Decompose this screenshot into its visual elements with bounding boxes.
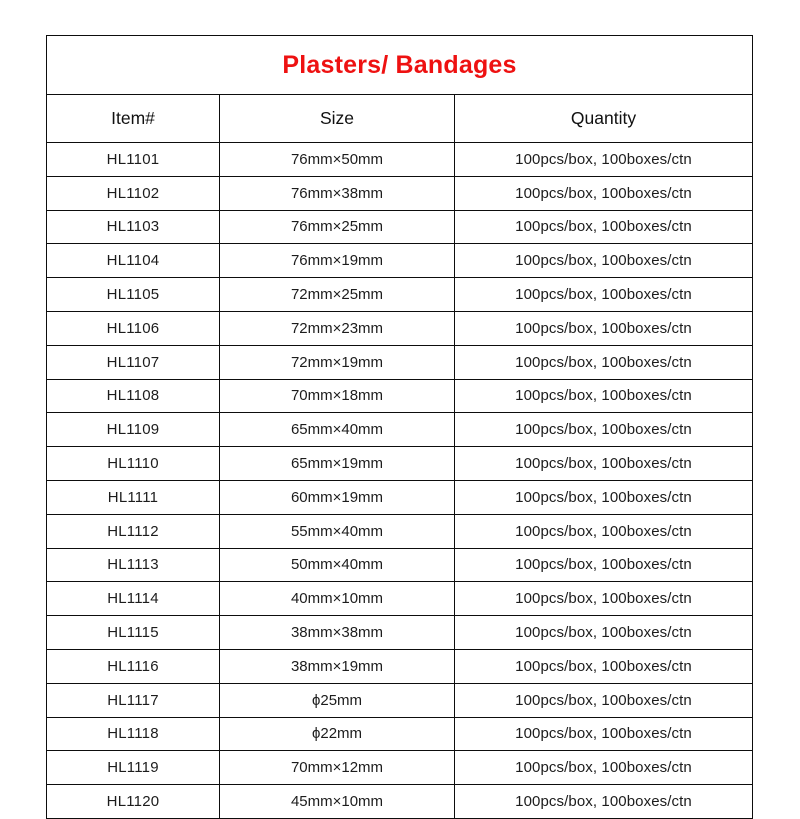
- cell-quantity-label: 100pcs/box, 100boxes/ctn: [515, 184, 692, 202]
- cell-size-label: ϕ25mm: [311, 691, 363, 709]
- table-row: [47, 143, 753, 177]
- column-header-size-label: Size: [319, 107, 355, 128]
- cell-quantity: [455, 447, 753, 481]
- cell-size: [220, 514, 455, 548]
- cell-quantity: [455, 717, 753, 751]
- table-title-row: [47, 36, 753, 95]
- column-header-quantity-label: Quantity: [570, 107, 637, 128]
- column-header-quantity: [455, 95, 753, 143]
- cell-size: [220, 278, 455, 312]
- cell-item-number-label: HL1114: [107, 590, 159, 608]
- cell-item-number-label: HL1119: [107, 759, 159, 777]
- cell-size-label: 76mm×19mm: [290, 252, 384, 270]
- cell-size-label: 70mm×18mm: [290, 387, 384, 405]
- cell-quantity: [455, 210, 753, 244]
- cell-size: [220, 143, 455, 177]
- column-header-item: [47, 95, 220, 143]
- cell-item-number: [47, 345, 220, 379]
- cell-quantity-label: 100pcs/box, 100boxes/ctn: [515, 590, 692, 608]
- cell-item-number-label: HL1104: [106, 252, 160, 270]
- cell-item-number: [47, 413, 220, 447]
- cell-item-number: [47, 751, 220, 785]
- cell-item-number: [47, 717, 220, 751]
- cell-item-number-label: HL1112: [107, 522, 159, 540]
- table-row: [47, 278, 753, 312]
- cell-size: [220, 548, 455, 582]
- cell-quantity-label: 100pcs/box, 100boxes/ctn: [515, 691, 692, 709]
- cell-size: [220, 683, 455, 717]
- cell-size-label: 40mm×10mm: [290, 590, 384, 608]
- table-row: [47, 176, 753, 210]
- table-row: [47, 244, 753, 278]
- cell-size-label: 45mm×10mm: [290, 793, 384, 811]
- cell-item-number: [47, 582, 220, 616]
- cell-size: [220, 582, 455, 616]
- cell-item-number-label: HL1108: [106, 387, 160, 405]
- page-title: Plasters/ Bandages: [282, 50, 517, 79]
- table-row: [47, 649, 753, 683]
- cell-size: [220, 616, 455, 650]
- cell-quantity-label: 100pcs/box, 100boxes/ctn: [515, 286, 692, 304]
- cell-quantity-label: 100pcs/box, 100boxes/ctn: [515, 150, 692, 168]
- cell-quantity-label: 100pcs/box, 100boxes/ctn: [515, 488, 692, 506]
- table-row: [47, 413, 753, 447]
- cell-quantity: [455, 143, 753, 177]
- cell-size-label: 60mm×19mm: [290, 488, 384, 506]
- cell-quantity: [455, 311, 753, 345]
- cell-quantity: [455, 379, 753, 413]
- cell-size: [220, 785, 455, 819]
- cell-size-label: 38mm×19mm: [290, 657, 384, 675]
- cell-item-number: [47, 447, 220, 481]
- cell-quantity: [455, 649, 753, 683]
- cell-item-number: [47, 683, 220, 717]
- cell-quantity-label: 100pcs/box, 100boxes/ctn: [515, 759, 692, 777]
- cell-item-number-label: HL1107: [106, 353, 160, 371]
- cell-size-label: 38mm×38mm: [290, 624, 384, 642]
- cell-item-number-label: HL1110: [107, 455, 159, 473]
- cell-item-number-label: HL1102: [106, 184, 160, 202]
- cell-quantity: [455, 514, 753, 548]
- cell-size-label: 65mm×40mm: [290, 421, 384, 439]
- column-header-size: [220, 95, 455, 143]
- cell-quantity: [455, 480, 753, 514]
- table-row: [47, 311, 753, 345]
- cell-item-number: [47, 210, 220, 244]
- cell-quantity-label: 100pcs/box, 100boxes/ctn: [515, 252, 692, 270]
- cell-size: [220, 751, 455, 785]
- cell-item-number-label: HL1120: [106, 793, 160, 811]
- cell-quantity-label: 100pcs/box, 100boxes/ctn: [515, 421, 692, 439]
- cell-size: [220, 210, 455, 244]
- table-row: [47, 548, 753, 582]
- table-row: [47, 717, 753, 751]
- cell-item-number: [47, 514, 220, 548]
- cell-item-number-label: HL1101: [106, 150, 160, 168]
- cell-quantity-label: 100pcs/box, 100boxes/ctn: [515, 455, 692, 473]
- cell-item-number: [47, 785, 220, 819]
- cell-size-label: 76mm×25mm: [290, 218, 384, 236]
- table-row: [47, 480, 753, 514]
- table-row: [47, 785, 753, 819]
- cell-size: [220, 379, 455, 413]
- cell-item-number: [47, 278, 220, 312]
- cell-size: [220, 345, 455, 379]
- cell-quantity: [455, 616, 753, 650]
- cell-size: [220, 413, 455, 447]
- cell-item-number: [47, 480, 220, 514]
- cell-quantity: [455, 345, 753, 379]
- table-title-cell: [47, 36, 753, 95]
- cell-quantity-label: 100pcs/box, 100boxes/ctn: [515, 556, 692, 574]
- cell-size: [220, 176, 455, 210]
- cell-quantity: [455, 176, 753, 210]
- cell-size-label: 72mm×25mm: [290, 286, 384, 304]
- cell-item-number: [47, 379, 220, 413]
- cell-item-number: [47, 311, 220, 345]
- column-header-item-label: Item#: [111, 107, 155, 128]
- cell-size-label: 50mm×40mm: [290, 556, 384, 574]
- table-header-row: [47, 95, 753, 143]
- cell-quantity: [455, 751, 753, 785]
- cell-item-number-label: HL1103: [106, 218, 160, 236]
- table-row: [47, 616, 753, 650]
- table-row: [47, 514, 753, 548]
- cell-size-label: 76mm×50mm: [290, 150, 384, 168]
- cell-quantity-label: 100pcs/box, 100boxes/ctn: [515, 624, 692, 642]
- table-row: [47, 345, 753, 379]
- table-row: [47, 582, 753, 616]
- cell-item-number-label: HL1109: [106, 421, 160, 439]
- cell-size-label: ϕ22mm: [311, 725, 363, 743]
- cell-item-number: [47, 548, 220, 582]
- cell-size: [220, 717, 455, 751]
- cell-size-label: 70mm×12mm: [290, 759, 384, 777]
- cell-size-label: 55mm×40mm: [290, 522, 384, 540]
- cell-quantity: [455, 582, 753, 616]
- cell-size: [220, 311, 455, 345]
- cell-item-number-label: HL1117: [107, 691, 159, 709]
- cell-item-number-label: HL1105: [106, 286, 160, 304]
- cell-quantity-label: 100pcs/box, 100boxes/ctn: [515, 793, 692, 811]
- cell-quantity: [455, 548, 753, 582]
- cell-quantity: [455, 785, 753, 819]
- table-row: [47, 210, 753, 244]
- cell-size: [220, 649, 455, 683]
- cell-size-label: 65mm×19mm: [290, 455, 384, 473]
- cell-item-number: [47, 649, 220, 683]
- specification-table-container: [46, 35, 752, 819]
- cell-size-label: 72mm×19mm: [290, 353, 384, 371]
- cell-item-number: [47, 244, 220, 278]
- cell-quantity-label: 100pcs/box, 100boxes/ctn: [515, 353, 692, 371]
- cell-item-number: [47, 176, 220, 210]
- cell-quantity: [455, 413, 753, 447]
- cell-item-number-label: HL1118: [107, 725, 159, 743]
- cell-item-number-label: HL1106: [106, 319, 160, 337]
- table-row: [47, 683, 753, 717]
- table-row: [47, 447, 753, 481]
- cell-quantity-label: 100pcs/box, 100boxes/ctn: [515, 387, 692, 405]
- cell-quantity-label: 100pcs/box, 100boxes/ctn: [515, 657, 692, 675]
- table-row: [47, 379, 753, 413]
- cell-item-number-label: HL1116: [107, 657, 159, 675]
- cell-quantity: [455, 683, 753, 717]
- cell-quantity: [455, 278, 753, 312]
- cell-quantity-label: 100pcs/box, 100boxes/ctn: [515, 319, 692, 337]
- specification-table: [46, 35, 753, 819]
- cell-item-number-label: HL1115: [107, 624, 159, 642]
- cell-quantity-label: 100pcs/box, 100boxes/ctn: [515, 218, 692, 236]
- cell-size: [220, 244, 455, 278]
- cell-quantity-label: 100pcs/box, 100boxes/ctn: [515, 725, 692, 743]
- cell-item-number: [47, 143, 220, 177]
- table-row: [47, 751, 753, 785]
- cell-item-number-label: HL1113: [107, 556, 159, 574]
- cell-quantity-label: 100pcs/box, 100boxes/ctn: [515, 522, 692, 540]
- cell-item-number-label: HL1111: [107, 488, 159, 506]
- cell-size-label: 72mm×23mm: [290, 319, 384, 337]
- cell-quantity: [455, 244, 753, 278]
- cell-size: [220, 480, 455, 514]
- cell-size: [220, 447, 455, 481]
- cell-size-label: 76mm×38mm: [290, 184, 384, 202]
- cell-item-number: [47, 616, 220, 650]
